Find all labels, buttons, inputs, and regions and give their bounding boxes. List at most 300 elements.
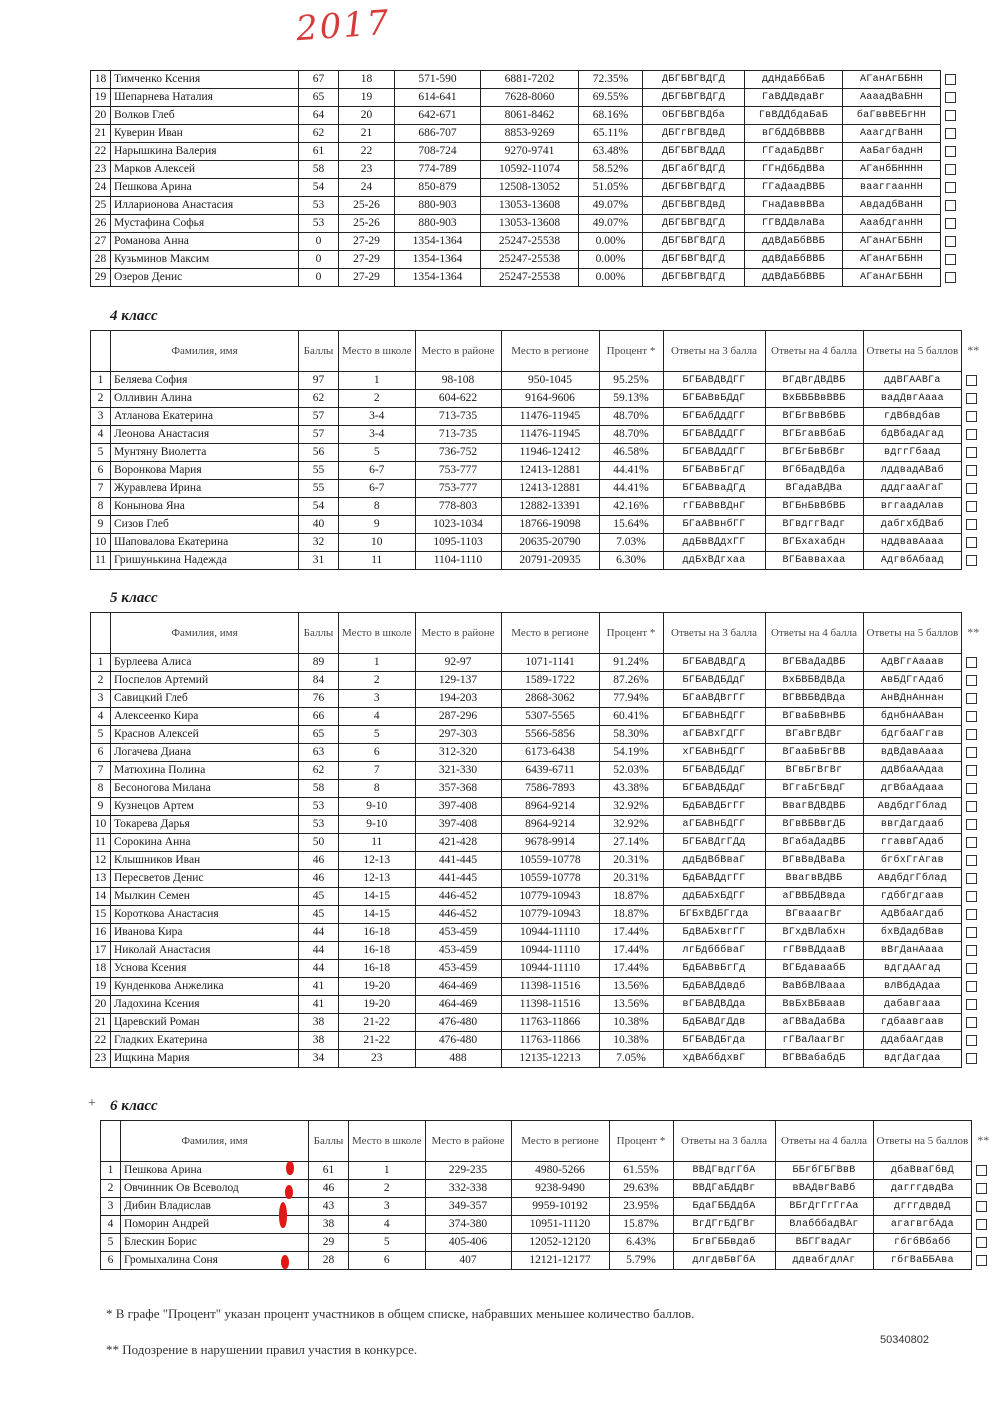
cell-percent: 6.30% xyxy=(599,552,663,570)
violation-checkbox[interactable] xyxy=(966,729,977,740)
grade-5-table xyxy=(90,612,981,1068)
violation-checkbox[interactable] xyxy=(966,783,977,794)
cell-n: 24 xyxy=(91,179,111,197)
cell-region: 8061-8462 xyxy=(481,107,579,125)
table-row xyxy=(91,852,981,870)
cell-n: 5 xyxy=(91,444,111,462)
violation-checkbox[interactable] xyxy=(945,254,956,265)
cell-region: 8964-9214 xyxy=(501,816,599,834)
violation-checkbox[interactable] xyxy=(945,236,956,247)
violation-checkbox[interactable] xyxy=(945,146,956,157)
cell-a5: ддВГААВГа xyxy=(863,372,962,390)
violation-checkbox-cell xyxy=(962,996,981,1014)
cell-score: 54 xyxy=(299,498,339,516)
violation-checkbox[interactable] xyxy=(966,411,977,422)
cell-district: 476-480 xyxy=(415,1032,501,1050)
violation-checkbox[interactable] xyxy=(966,981,977,992)
cell-a3: БдВАБхвгГГ xyxy=(663,924,765,942)
cell-region: 9959-10192 xyxy=(511,1198,609,1216)
violation-checkbox[interactable] xyxy=(966,909,977,920)
cell-name: Ладохина Ксения xyxy=(111,996,299,1014)
cell-a5: АдВбаАгдаб xyxy=(863,906,962,924)
cell-district: 778-803 xyxy=(415,498,501,516)
violation-checkbox-cell xyxy=(962,708,981,726)
cell-a5: гдВбвдбав xyxy=(863,408,962,426)
violation-checkbox[interactable] xyxy=(966,1035,977,1046)
cell-name: Мылкин Семен xyxy=(111,888,299,906)
violation-checkbox[interactable] xyxy=(966,1017,977,1028)
cell-percent: 10.38% xyxy=(599,1032,663,1050)
cell-score: 0 xyxy=(299,269,339,287)
cell-school: 14-15 xyxy=(339,906,416,924)
cell-a5: дагггдвдВа xyxy=(873,1180,972,1198)
cell-school: 6-7 xyxy=(339,462,416,480)
cell-region: 6439-6711 xyxy=(501,762,599,780)
violation-checkbox-cell xyxy=(962,1014,981,1032)
cell-n: 19 xyxy=(91,978,111,996)
cell-n: 21 xyxy=(91,125,111,143)
cell-n: 16 xyxy=(91,924,111,942)
cell-region: 12135-12213 xyxy=(501,1050,599,1068)
cell-a3: БГБАВДБДдГ xyxy=(663,672,765,690)
cell-school: 14-15 xyxy=(339,888,416,906)
cell-a5: вдВДавАааа xyxy=(863,744,962,762)
cell-name: Громыхалина Соня xyxy=(121,1252,309,1270)
table-row xyxy=(101,1252,991,1270)
violation-checkbox[interactable] xyxy=(976,1255,987,1266)
violation-checkbox[interactable] xyxy=(976,1165,987,1176)
grade-4-table-wrap xyxy=(90,330,981,570)
column-header-n xyxy=(91,331,111,372)
cell-district: 374-380 xyxy=(425,1216,511,1234)
cell-score: 45 xyxy=(299,906,339,924)
cell-a5: АвдбдгГблад xyxy=(863,798,962,816)
cell-n: 6 xyxy=(91,744,111,762)
cell-percent: 42.16% xyxy=(599,498,663,516)
violation-checkbox-cell xyxy=(962,390,981,408)
cell-school: 11 xyxy=(339,552,416,570)
cell-a3: БГБАВДВДГд xyxy=(663,654,765,672)
cell-region: 25247-25538 xyxy=(481,233,579,251)
column-header-district: Место в районе xyxy=(425,1121,511,1162)
table-row xyxy=(91,816,981,834)
plus-mark: + xyxy=(88,1096,96,1111)
cell-name: Олливин Алина xyxy=(111,390,299,408)
cell-a3: ОБГБВГВДба xyxy=(643,107,745,125)
red-mark xyxy=(286,1161,294,1175)
cell-a3: хдВАббдхвГ xyxy=(663,1050,765,1068)
table-row xyxy=(91,1050,981,1068)
cell-name: Атланова Екатерина xyxy=(111,408,299,426)
cell-district: 312-320 xyxy=(415,744,501,762)
violation-checkbox[interactable] xyxy=(966,429,977,440)
cell-n: 19 xyxy=(91,89,111,107)
cell-n: 15 xyxy=(91,906,111,924)
cell-name: Кузьминов Максим xyxy=(111,251,299,269)
cell-a4: ддВДаБбВВБ xyxy=(745,269,843,287)
cell-district: 297-303 xyxy=(415,726,501,744)
grade-4-heading: 4 класс xyxy=(110,308,158,324)
cell-district: 642-671 xyxy=(395,107,481,125)
cell-a3: ДБГгВГВДвД xyxy=(643,125,745,143)
footnote-percent: * В графе "Процент" указан процент участников в общем списке, набравших меньшее количество баллов. xyxy=(106,1306,695,1321)
cell-region: 10592-11074 xyxy=(481,161,579,179)
cell-region: 10951-11120 xyxy=(511,1216,609,1234)
cell-score: 57 xyxy=(299,408,339,426)
cell-a5: вггаадАлав xyxy=(863,498,962,516)
cell-n: 4 xyxy=(101,1216,121,1234)
violation-checkbox[interactable] xyxy=(966,747,977,758)
table-row xyxy=(91,1014,981,1032)
cell-score: 0 xyxy=(299,251,339,269)
violation-checkbox[interactable] xyxy=(945,128,956,139)
violation-checkbox[interactable] xyxy=(945,110,956,121)
violation-checkbox[interactable] xyxy=(976,1219,987,1230)
table-row xyxy=(91,834,981,852)
cell-a3: БГБАВДгГДд xyxy=(663,834,765,852)
violation-checkbox[interactable] xyxy=(945,182,956,193)
cell-n: 7 xyxy=(91,762,111,780)
cell-a5: АаагдгВаНН xyxy=(843,125,941,143)
cell-district: 713-735 xyxy=(415,426,501,444)
cell-region: 10779-10943 xyxy=(501,906,599,924)
flag-header-label: ** xyxy=(967,625,980,639)
violation-checkbox[interactable] xyxy=(966,819,977,830)
violation-checkbox[interactable] xyxy=(945,92,956,103)
cell-name: Воронкова Мария xyxy=(111,462,299,480)
cell-a5: АвдадбВаНН xyxy=(843,197,941,215)
cell-name: Поспелов Артемий xyxy=(111,672,299,690)
cell-name: Пересветов Денис xyxy=(111,870,299,888)
violation-checkbox[interactable] xyxy=(966,375,977,386)
cell-a3: БГБАВДБДдГ xyxy=(663,762,765,780)
cell-a5: дабгхбДВаб xyxy=(863,516,962,534)
document-number: 50340802 xyxy=(880,1334,929,1346)
cell-region: 5566-5856 xyxy=(501,726,599,744)
cell-n: 5 xyxy=(91,726,111,744)
cell-district: 1104-1110 xyxy=(415,552,501,570)
violation-checkbox[interactable] xyxy=(966,657,977,668)
cell-score: 46 xyxy=(299,852,339,870)
cell-a4: гГВаЛаагВг xyxy=(765,1032,863,1050)
cell-region: 11763-11866 xyxy=(501,1032,599,1050)
cell-percent: 0.00% xyxy=(579,251,643,269)
cell-district: 686-707 xyxy=(395,125,481,143)
table-row xyxy=(91,996,981,1014)
cell-region: 25247-25538 xyxy=(481,251,579,269)
column-header-a5: Ответы на 5 баллов xyxy=(863,331,962,372)
cell-a5: вдггГбаад xyxy=(863,444,962,462)
cell-a4: ВхБВБВДВДа xyxy=(765,672,863,690)
cell-a5: гбгВаББАва xyxy=(873,1252,972,1270)
violation-checkbox[interactable] xyxy=(966,483,977,494)
violation-checkbox[interactable] xyxy=(966,999,977,1010)
violation-checkbox[interactable] xyxy=(966,465,977,476)
cell-n: 18 xyxy=(91,71,111,89)
cell-name: Алексеенко Кира xyxy=(111,708,299,726)
violation-checkbox-cell xyxy=(962,408,981,426)
cell-n: 18 xyxy=(91,960,111,978)
column-header-a5: Ответы на 5 баллов xyxy=(863,613,962,654)
cell-n: 20 xyxy=(91,107,111,125)
cell-n: 5 xyxy=(101,1234,121,1252)
violation-checkbox[interactable] xyxy=(945,272,956,283)
cell-n: 7 xyxy=(91,480,111,498)
violation-checkbox[interactable] xyxy=(966,555,977,566)
table-row xyxy=(91,780,981,798)
cell-school: 12-13 xyxy=(339,852,416,870)
red-mark xyxy=(279,1202,287,1228)
cell-score: 57 xyxy=(299,426,339,444)
cell-a4: ВБгДгГгГгАа xyxy=(775,1198,873,1216)
violation-checkbox[interactable] xyxy=(966,927,977,938)
cell-a3: БГБАВДдДГГ xyxy=(663,426,765,444)
violation-checkbox-cell xyxy=(962,534,981,552)
cell-a3: БГБАВвБДдГ xyxy=(663,390,765,408)
cell-school: 16-18 xyxy=(339,942,416,960)
cell-name: Уснова Ксения xyxy=(111,960,299,978)
cell-school: 3-4 xyxy=(339,426,416,444)
cell-a4: ВГвВвДВаВа xyxy=(765,852,863,870)
violation-checkbox[interactable] xyxy=(966,711,977,722)
grade-6-table xyxy=(100,1120,991,1270)
cell-score: 46 xyxy=(299,870,339,888)
violation-checkbox[interactable] xyxy=(945,164,956,175)
cell-district: 453-459 xyxy=(415,942,501,960)
cell-score: 44 xyxy=(299,924,339,942)
cell-score: 56 xyxy=(299,444,339,462)
cell-n: 20 xyxy=(91,996,111,1014)
table-row xyxy=(91,960,981,978)
cell-school: 25-26 xyxy=(339,215,395,233)
cell-a3: аГБАВнБДГГ xyxy=(663,816,765,834)
cell-name: Пешкова Арина xyxy=(121,1162,309,1180)
violation-checkbox[interactable] xyxy=(966,675,977,686)
cell-school: 25-26 xyxy=(339,197,395,215)
cell-a4: ВвагвВДВБ xyxy=(765,870,863,888)
cell-region: 20791-20935 xyxy=(501,552,599,570)
cell-score: 0 xyxy=(299,233,339,251)
violation-checkbox[interactable] xyxy=(966,537,977,548)
violation-checkbox[interactable] xyxy=(966,1053,977,1064)
cell-school: 3 xyxy=(339,690,416,708)
cell-a3: ддБхВДгхаа xyxy=(663,552,765,570)
cell-a5: вдгдААгад xyxy=(863,960,962,978)
cell-a4: гГВвВДдааВ xyxy=(765,942,863,960)
violation-checkbox-cell xyxy=(962,672,981,690)
cell-a3: ДБГБВГВДГД xyxy=(643,251,745,269)
table-row xyxy=(101,1234,991,1252)
cell-percent: 23.95% xyxy=(609,1198,673,1216)
violation-checkbox[interactable] xyxy=(966,855,977,866)
cell-a5: АГанбБНННН xyxy=(843,161,941,179)
violation-checkbox[interactable] xyxy=(966,873,977,884)
cell-a4: ВГБгавВбаБ xyxy=(765,426,863,444)
cell-region: 6881-7202 xyxy=(481,71,579,89)
cell-a4: ВвБхВБваав xyxy=(765,996,863,1014)
violation-checkbox[interactable] xyxy=(945,74,956,85)
cell-name: Кунденкова Анжелика xyxy=(111,978,299,996)
cell-n: 14 xyxy=(91,888,111,906)
table-row xyxy=(91,924,981,942)
violation-checkbox[interactable] xyxy=(966,519,977,530)
cell-district: 753-777 xyxy=(415,480,501,498)
violation-checkbox[interactable] xyxy=(966,501,977,512)
cell-district: 880-903 xyxy=(395,215,481,233)
cell-percent: 0.00% xyxy=(579,233,643,251)
table-row xyxy=(91,71,960,89)
cell-district: 476-480 xyxy=(415,1014,501,1032)
cell-a5: АаабдганНН xyxy=(843,215,941,233)
cell-a3: ДБГБВГВДГД xyxy=(643,179,745,197)
table-row xyxy=(91,978,981,996)
cell-a3: БГаАВвнбГГ xyxy=(663,516,765,534)
cell-percent: 68.16% xyxy=(579,107,643,125)
table-row xyxy=(91,161,960,179)
column-header-a3: Ответы на 3 балла xyxy=(663,331,765,372)
violation-checkbox[interactable] xyxy=(966,945,977,956)
violation-checkbox[interactable] xyxy=(966,393,977,404)
cell-n: 4 xyxy=(91,708,111,726)
cell-a3: ДБГБВГВДдД xyxy=(643,143,745,161)
violation-checkbox[interactable] xyxy=(966,801,977,812)
cell-n: 12 xyxy=(91,852,111,870)
cell-a5: вадДвгАааа xyxy=(863,390,962,408)
cell-a5: гбгбВбабб xyxy=(873,1234,972,1252)
cell-school: 11 xyxy=(339,834,416,852)
violation-checkbox[interactable] xyxy=(966,963,977,974)
table-row xyxy=(91,233,960,251)
violation-checkbox-cell xyxy=(962,462,981,480)
cell-n: 3 xyxy=(101,1198,121,1216)
cell-a5: баГввВЕБгНН xyxy=(843,107,941,125)
cell-score: 38 xyxy=(309,1216,349,1234)
violation-checkbox-cell xyxy=(972,1198,991,1216)
violation-checkbox-cell xyxy=(972,1180,991,1198)
cell-a3: ДБГБВГВДГД xyxy=(643,269,745,287)
cell-score: 55 xyxy=(299,462,339,480)
violation-checkbox[interactable] xyxy=(966,447,977,458)
violation-checkbox[interactable] xyxy=(966,765,977,776)
cell-school: 27-29 xyxy=(339,233,395,251)
cell-region: 7628-8060 xyxy=(481,89,579,107)
cell-school: 7 xyxy=(339,762,416,780)
cell-name: Краснов Алексей xyxy=(111,726,299,744)
cell-name: Савицкий Глеб xyxy=(111,690,299,708)
cell-name: Матюхина Полина xyxy=(111,762,299,780)
cell-score: 61 xyxy=(309,1162,349,1180)
cell-a5: ддВбаААдаа xyxy=(863,762,962,780)
violation-checkbox[interactable] xyxy=(976,1183,987,1194)
column-header-region: Место в регионе xyxy=(501,331,599,372)
violation-checkbox-cell xyxy=(941,143,960,161)
cell-district: 441-445 xyxy=(415,852,501,870)
cell-percent: 54.19% xyxy=(599,744,663,762)
violation-checkbox[interactable] xyxy=(976,1201,987,1212)
cell-a4: ВГБдаваабБ xyxy=(765,960,863,978)
handwritten-year: 2017 xyxy=(294,2,392,50)
cell-a3: БГБАВДдДГГ xyxy=(663,444,765,462)
column-header-a4: Ответы на 4 балла xyxy=(765,331,863,372)
cell-a5: ггаввГАдаб xyxy=(863,834,962,852)
violation-checkbox-cell xyxy=(962,960,981,978)
cell-percent: 20.31% xyxy=(599,852,663,870)
cell-school: 6 xyxy=(349,1252,426,1270)
cell-district: 349-357 xyxy=(425,1198,511,1216)
cell-score: 64 xyxy=(299,107,339,125)
cell-n: 1 xyxy=(91,654,111,672)
violation-checkbox[interactable] xyxy=(966,693,977,704)
table-row xyxy=(91,672,981,690)
cell-a5: дддгааАгаГ xyxy=(863,480,962,498)
cell-a5: АвБДГгАдаб xyxy=(863,672,962,690)
violation-checkbox-cell xyxy=(962,798,981,816)
violation-checkbox[interactable] xyxy=(966,891,977,902)
cell-region: 11763-11866 xyxy=(501,1014,599,1032)
cell-n: 22 xyxy=(91,1032,111,1050)
cell-school: 16-18 xyxy=(339,960,416,978)
cell-percent: 5.79% xyxy=(609,1252,673,1270)
cell-school: 19-20 xyxy=(339,996,416,1014)
cell-percent: 17.44% xyxy=(599,960,663,978)
cell-a4: ВГВВабабдБ xyxy=(765,1050,863,1068)
cell-school: 16-18 xyxy=(339,924,416,942)
violation-checkbox-cell xyxy=(962,726,981,744)
cell-name: Нарышкина Валерия xyxy=(111,143,299,161)
cell-region: 12508-13052 xyxy=(481,179,579,197)
cell-a4: ВГадаВДВа xyxy=(765,480,863,498)
cell-a3: хГБАВнБДГГ xyxy=(663,744,765,762)
cell-score: 65 xyxy=(299,726,339,744)
cell-a4: ГвВДДбдаБаБ xyxy=(745,107,843,125)
cell-a3: ДБГБВГВДГД xyxy=(643,89,745,107)
cell-region: 11476-11945 xyxy=(501,408,599,426)
cell-score: 97 xyxy=(299,372,339,390)
violation-checkbox[interactable] xyxy=(966,837,977,848)
cell-region: 8853-9269 xyxy=(481,125,579,143)
cell-a3: БГБАВвБгдГ xyxy=(663,462,765,480)
cell-a5: дгггдвдвД xyxy=(873,1198,972,1216)
cell-a5: ддабаАгдав xyxy=(863,1032,962,1050)
cell-n: 26 xyxy=(91,215,111,233)
red-mark xyxy=(281,1255,289,1269)
violation-checkbox-cell xyxy=(941,179,960,197)
cell-name: Беляева София xyxy=(111,372,299,390)
cell-a4: ВГБаввахаа xyxy=(765,552,863,570)
cell-a4: ддНдаБбБаБ xyxy=(745,71,843,89)
violation-checkbox[interactable] xyxy=(976,1237,987,1248)
cell-a5: вдгДагдаа xyxy=(863,1050,962,1068)
cell-a5: АГанАгББНН xyxy=(843,233,941,251)
column-header-name: Фамилия, имя xyxy=(111,613,299,654)
cell-district: 441-445 xyxy=(415,870,501,888)
cell-school: 2 xyxy=(349,1180,426,1198)
cell-n: 8 xyxy=(91,498,111,516)
cell-name: Царевский Роман xyxy=(111,1014,299,1032)
cell-percent: 44.41% xyxy=(599,462,663,480)
cell-percent: 63.48% xyxy=(579,143,643,161)
violation-checkbox[interactable] xyxy=(945,200,956,211)
table-row xyxy=(91,462,981,480)
violation-checkbox[interactable] xyxy=(945,218,956,229)
cell-a4: ГГВДДвлаВа xyxy=(745,215,843,233)
cell-a4: ВГааБвБгВВ xyxy=(765,744,863,762)
table-row xyxy=(91,654,981,672)
cell-n: 22 xyxy=(91,143,111,161)
cell-school: 27-29 xyxy=(339,251,395,269)
cell-name: Николай Анастасия xyxy=(111,942,299,960)
cell-region: 18766-19098 xyxy=(501,516,599,534)
